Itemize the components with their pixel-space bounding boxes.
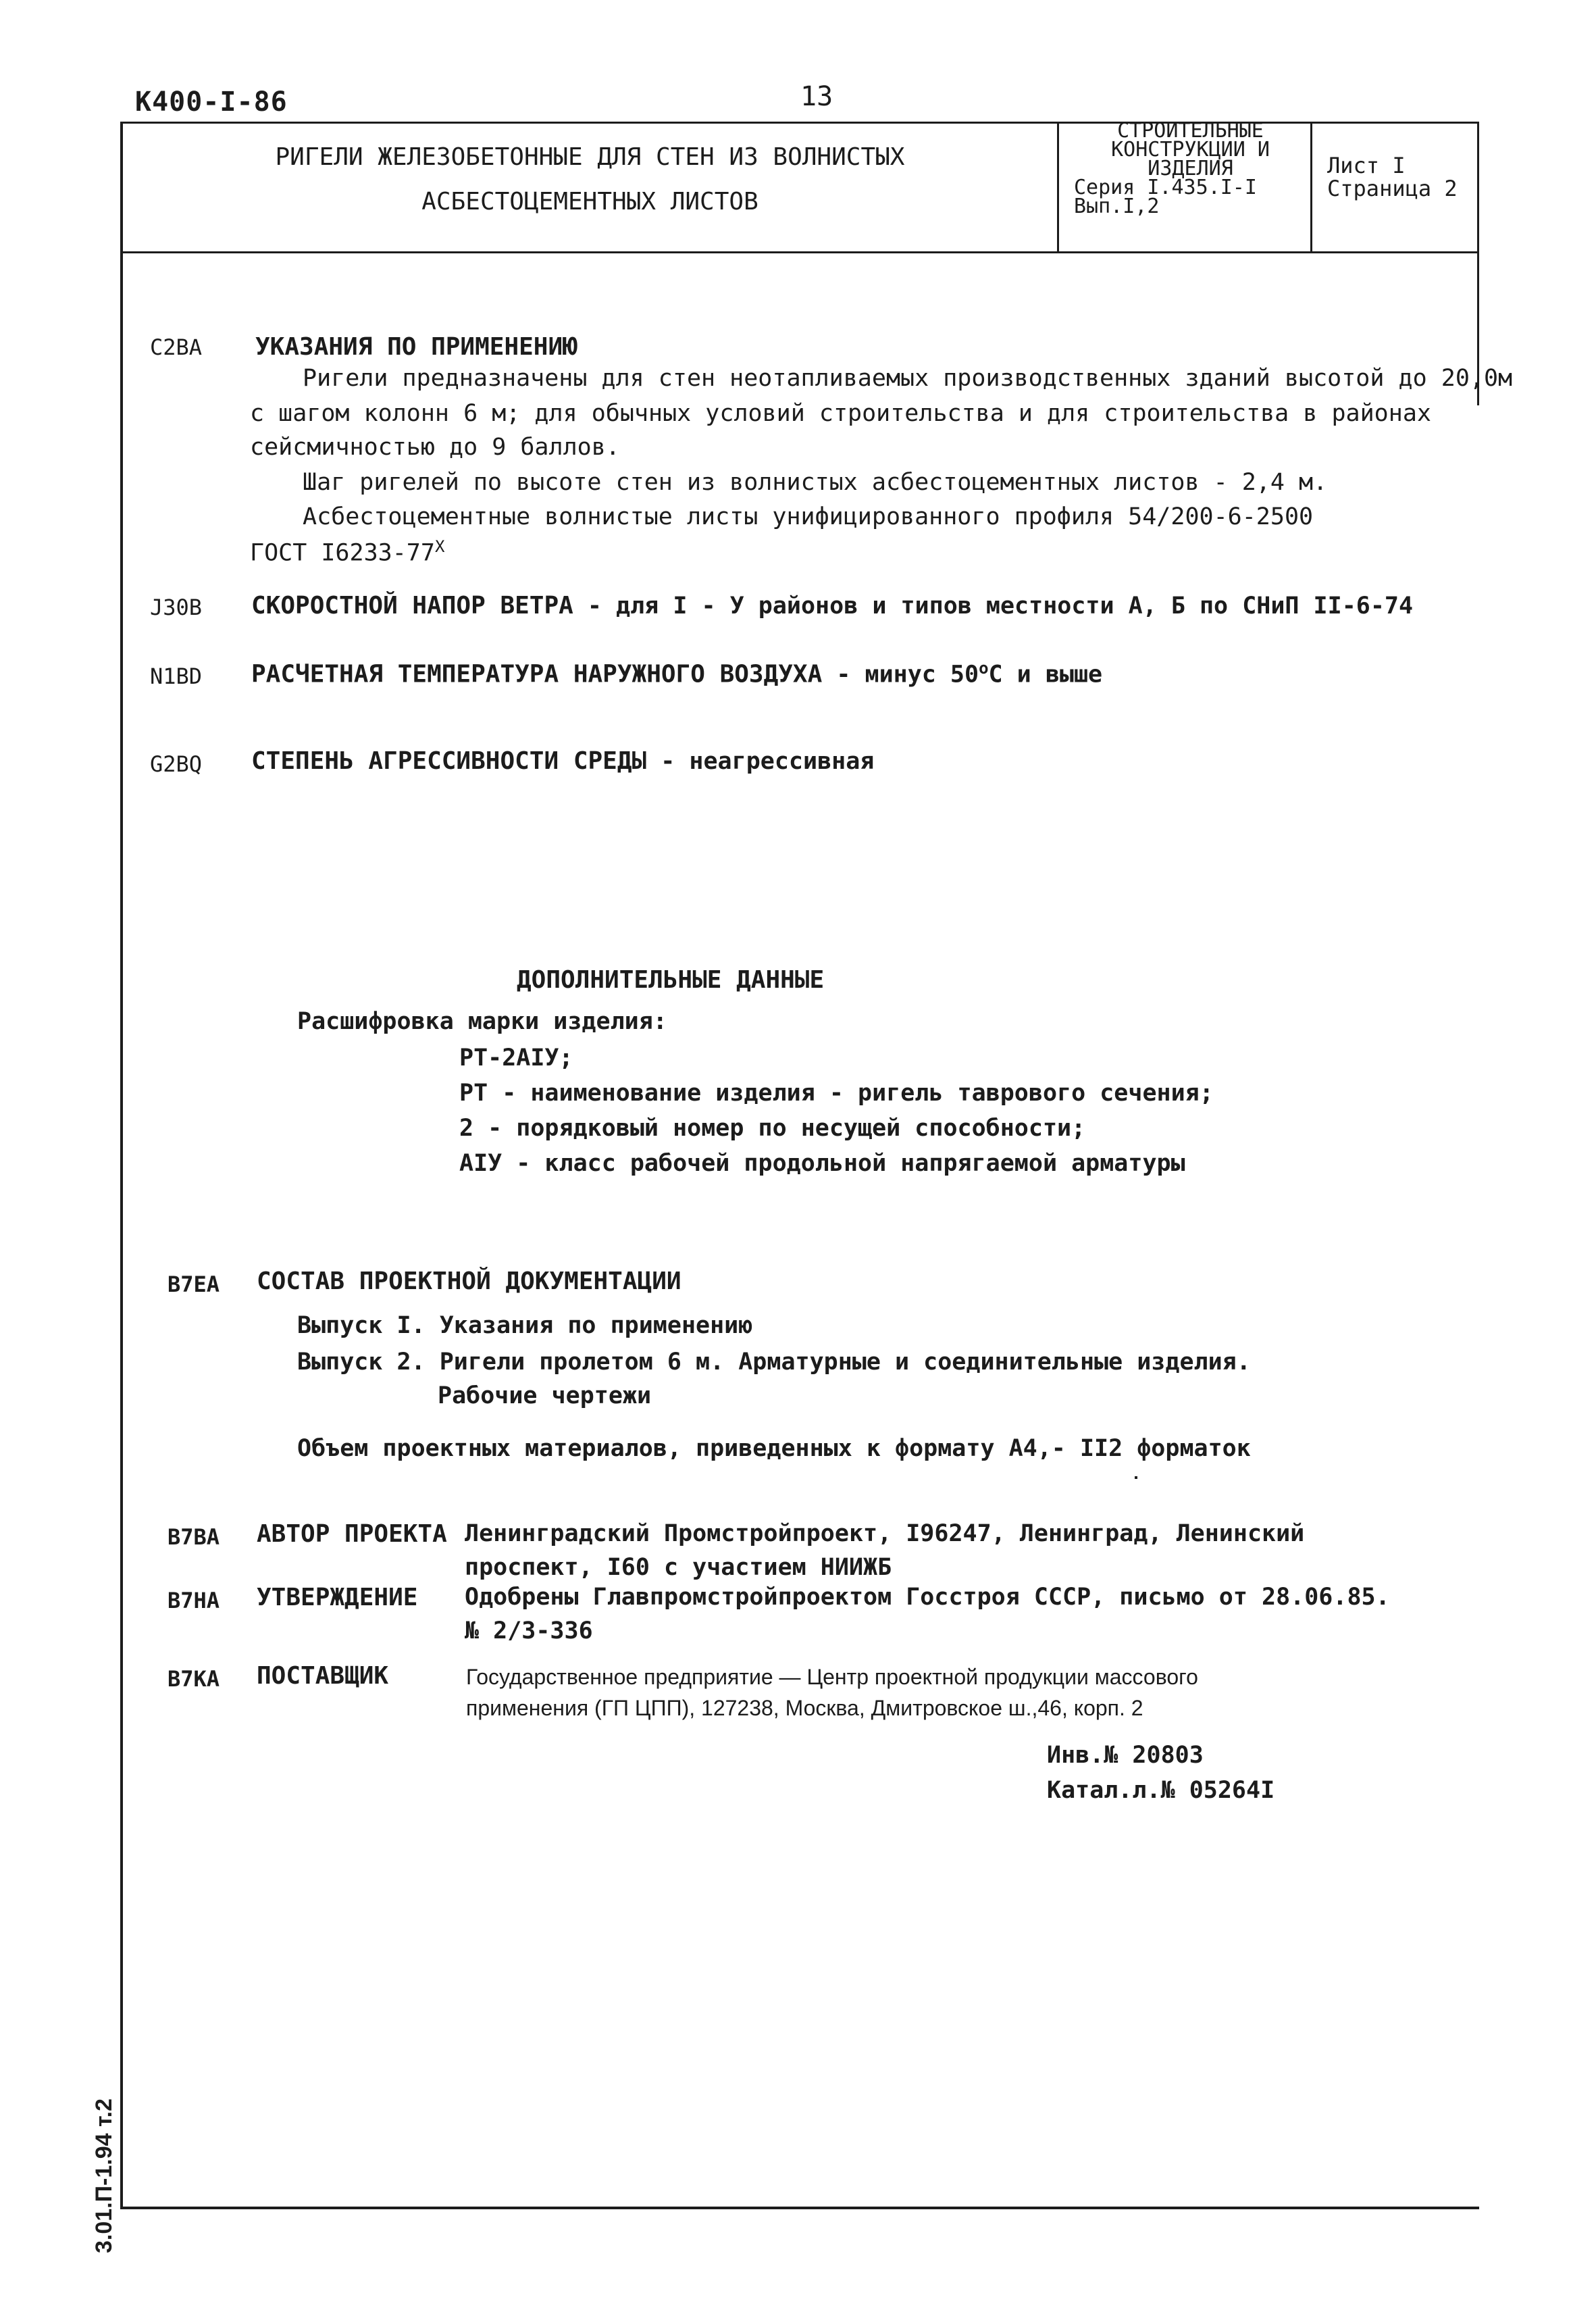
- composition-volume: Объем проектных материалов, приведенных к формату А4,- II2 форматок: [297, 1435, 1251, 1462]
- document-code: К400-I-86: [135, 86, 288, 118]
- degree-sign: о: [979, 659, 989, 678]
- approval-label: УТВЕРЖДЕНИЕ: [257, 1584, 418, 1611]
- usage-line-2: с шагом колонн 6 м; для обычных условий строительства и для строительства в районах: [250, 400, 1431, 427]
- aggression-text: - неагрессивная: [646, 748, 875, 775]
- mark-line-2: 2 - порядковый номер по несущей способности;: [459, 1115, 1086, 1142]
- frame-border-left: [120, 122, 123, 2208]
- wind-code: J30B: [150, 595, 203, 620]
- author-line-2: проспект, I60 с участием НИИЖБ: [465, 1554, 892, 1581]
- header-category-block: [1074, 119, 1307, 218]
- frame-border-right: [1477, 122, 1479, 405]
- supplier-code: B7KA: [168, 1666, 220, 1692]
- issue-label: Вып.I,2: [1074, 195, 1160, 218]
- mark-line-3: АIУ - класс рабочей продольной напрягаемой арматуры: [459, 1150, 1185, 1177]
- usage-line-5: Асбестоцементные волнистые листы унифицированного профиля 54/200-6-2500: [303, 503, 1314, 530]
- sheet-label: Лист I: [1327, 153, 1406, 178]
- temperature-text: - минус 50: [822, 661, 979, 688]
- wind-line: [251, 592, 1413, 620]
- gost-text: ГОСТ I6233-77: [250, 539, 435, 567]
- usage-line-6: [250, 537, 444, 567]
- composition-heading: СОСТАВ ПРОЕКТНОЙ ДОКУМЕНТАЦИИ: [257, 1267, 681, 1295]
- header-divider-2: [1310, 122, 1312, 252]
- mark-code: РТ-2АIУ;: [459, 1045, 573, 1072]
- supplier-line-1: Государственное предприятие — Центр проектной продукции массового: [466, 1665, 1198, 1689]
- aggression-heading: СТЕПЕНЬ АГРЕССИВНОСТИ СРЕДЫ: [251, 747, 647, 775]
- side-document-code: 3.01.П-1.94 т.2: [91, 2098, 117, 2253]
- usage-heading: УКАЗАНИЯ ПО ПРИМЕНЕНИЮ: [255, 333, 577, 361]
- frame-border-bottom: [120, 2207, 1479, 2209]
- document-title: [123, 135, 1057, 224]
- title-line-2: АСБЕСТОЦЕМЕНТНЫХ ЛИСТОВ: [421, 188, 758, 216]
- supplier-line-2: применения (ГП ЦПП), 127238, Москва, Дмитровское ш.,46, корп. 2: [466, 1696, 1143, 1720]
- author-line-1: Ленинградский Промстройпроект, I96247, Ленинград, Ленинский: [465, 1520, 1305, 1547]
- header-divider-bottom: [120, 251, 1479, 253]
- usage-line-3: сейсмичностью до 9 баллов.: [250, 434, 620, 461]
- approval-line-2: № 2/3-336: [465, 1617, 593, 1644]
- title-line-1: РИГЕЛИ ЖЕЛЕЗОБЕТОННЫЕ ДЛЯ СТЕН ИЗ ВОЛНИСТЫХ: [275, 143, 905, 171]
- header-divider-1: [1057, 122, 1059, 252]
- temperature-text-end: С и выше: [988, 661, 1103, 688]
- gost-superscript: X: [434, 537, 445, 556]
- composition-issue-2-cont: Рабочие чертежи: [438, 1382, 652, 1409]
- temperature-heading: РАСЧЕТНАЯ ТЕМПЕРАТУРА НАРУЖНОГО ВОЗДУХА: [251, 660, 823, 688]
- category-line-3: ИЗДЕЛИЯ: [1148, 157, 1233, 180]
- temperature-code: N1BD: [150, 663, 203, 689]
- inventory-number: Инв.№ 20803: [1047, 1742, 1204, 1769]
- aggression-code: G2BQ: [150, 751, 203, 777]
- series-label: Серия I.435.I-I: [1074, 176, 1257, 199]
- category-line-1: СТРОИТЕЛЬНЫЕ: [1117, 119, 1264, 143]
- author-label: АВТОР ПРОЕКТА: [257, 1520, 447, 1548]
- aggression-line: [251, 747, 874, 775]
- usage-line-1: Ригели предназначены для стен неотапливаемых производственных зданий высотой до 20,0м: [303, 365, 1513, 392]
- wind-heading: СКОРОСТНОЙ НАПОР ВЕТРА: [251, 592, 573, 620]
- approval-code: B7HA: [168, 1588, 220, 1613]
- additional-heading: ДОПОЛНИТЕЛЬНЫЕ ДАННЫЕ: [517, 966, 825, 994]
- page-label: Страница 2: [1327, 176, 1458, 201]
- mark-line-1: РТ - наименование изделия - ригель таврового сечения;: [459, 1080, 1214, 1107]
- header-sheet-block: [1327, 154, 1458, 200]
- catalog-number: Катал.л.№ 05264I: [1047, 1777, 1275, 1804]
- composition-code: B7EA: [168, 1272, 220, 1297]
- usage-code: C2BA: [150, 334, 203, 360]
- author-code: B7BA: [168, 1524, 220, 1550]
- supplier-label: ПОСТАВЩИК: [257, 1662, 389, 1690]
- composition-issue-1: Выпуск I. Указания по применению: [297, 1312, 753, 1339]
- page-number: 13: [800, 81, 833, 112]
- mark-intro: Расшифровка марки изделия:: [297, 1008, 667, 1035]
- category-line-2: КОНСТРУКЦИИ И: [1111, 138, 1270, 161]
- usage-line-4: Шаг ригелей по высоте стен из волнистых асбестоцементных листов - 2,4 м.: [303, 469, 1328, 496]
- wind-text: - для I - У районов и типов местности А, Б по СНиП II-6-74: [573, 593, 1414, 620]
- scan-speck: [1135, 1476, 1137, 1479]
- approval-line-1: Одобрены Главпромстройпроектом Госстроя СССР, письмо от 28.06.85.: [465, 1584, 1390, 1611]
- temperature-line: [251, 659, 1102, 688]
- composition-issue-2: Выпуск 2. Ригели пролетом 6 м. Арматурные и соединительные изделия.: [297, 1349, 1251, 1376]
